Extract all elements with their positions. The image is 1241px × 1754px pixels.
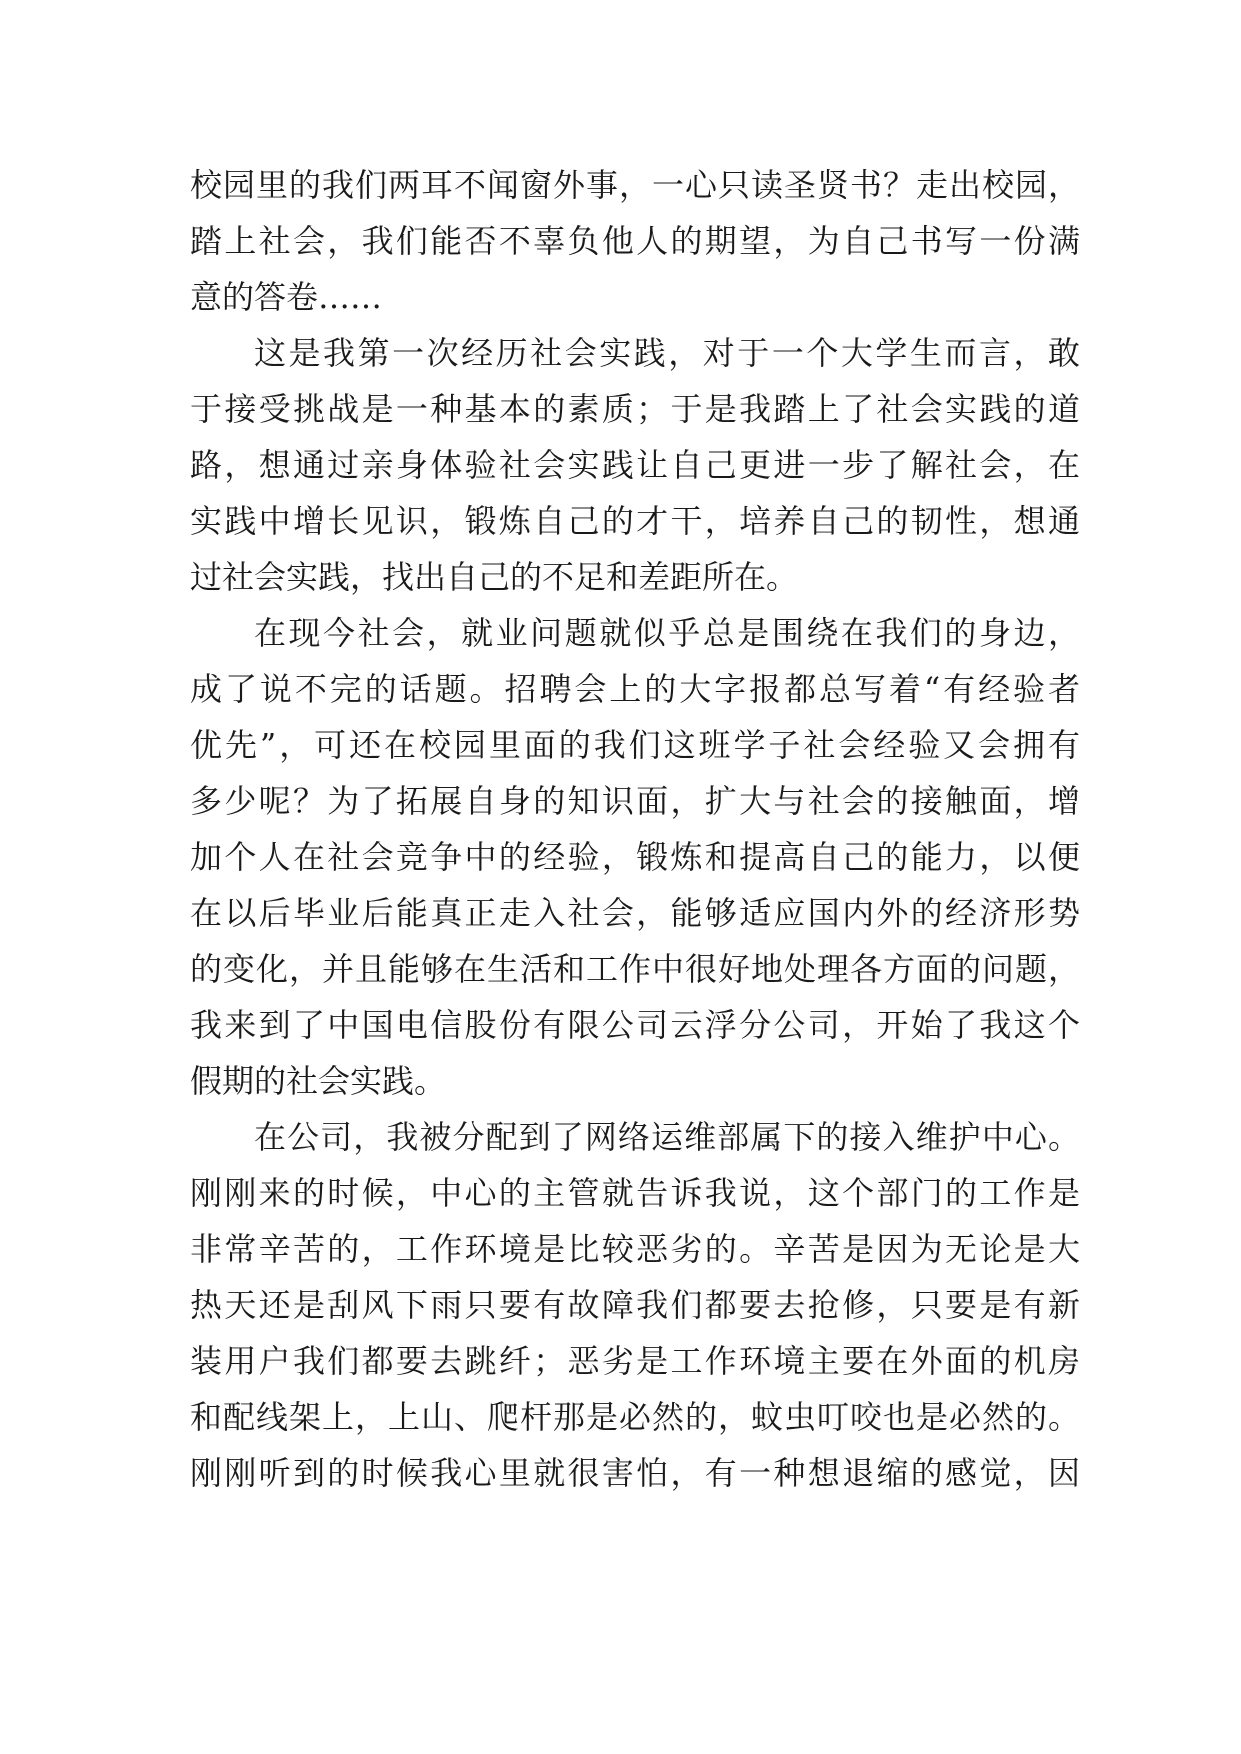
paragraph-first-line: 在现今社会，就业问题就似乎总是围绕在我们的身边， [254,614,1080,652]
text-line: 意的答卷…… [190,278,383,316]
text-line: 成了说不完的话题。招聘会上的大字报都总写着“有经验者 [190,670,1080,708]
text-line: 刚刚听到的时候我心里就很害怕，有一种想退缩的感觉，因 [190,1454,1080,1492]
text-line: 优先”，可还在校园里面的我们这班学子社会经验又会拥有 [190,726,1080,764]
text-line: 路，想通过亲身体验社会实践让自己更进一步了解社会，在 [190,446,1080,484]
text-line: 于接受挑战是一种基本的素质；于是我踏上了社会实践的道 [190,390,1080,428]
text-line: 校园里的我们两耳不闻窗外事，一心只读圣贤书？走出校园， [190,166,1080,204]
text-line: 非常辛苦的，工作环境是比较恶劣的。辛苦是因为无论是大 [190,1230,1080,1268]
text-line: 我来到了中国电信股份有限公司云浮分公司，开始了我这个 [190,1006,1080,1044]
text-line: 装用户我们都要去跳纤；恶劣是工作环境主要在外面的机房 [190,1342,1080,1380]
paragraph-first-line: 这是我第一次经历社会实践，对于一个大学生而言，敢 [254,334,1080,372]
body-text [190,157,1080,1501]
text-line: 和配线架上，上山、爬杆那是必然的，蚊虫叮咬也是必然的。 [190,1398,1080,1436]
text-line: 在以后毕业后能真正走入社会，能够适应国内外的经济形势 [190,894,1080,932]
text-line: 刚刚来的时候，中心的主管就告诉我说，这个部门的工作是 [190,1174,1080,1212]
text-line: 加个人在社会竞争中的经验，锻炼和提高自己的能力，以便 [190,838,1080,876]
text-line: 实践中增长见识，锻炼自己的才干，培养自己的韧性，想通 [190,502,1080,540]
text-line: 过社会实践，找出自己的不足和差距所在。 [190,558,799,596]
paragraph-first-line: 在公司，我被分配到了网络运维部属下的接入维护中心。 [254,1118,1080,1156]
text-line: 多少呢？为了拓展自身的知识面，扩大与社会的接触面，增 [190,782,1080,820]
text-line: 假期的社会实践。 [190,1062,447,1100]
text-line: 的变化，并且能够在生活和工作中很好地处理各方面的问题， [190,950,1080,988]
text-line: 踏上社会，我们能否不辜负他人的期望，为自己书写一份满 [190,222,1080,260]
text-line: 热天还是刮风下雨只要有故障我们都要去抢修，只要是有新 [190,1286,1080,1324]
